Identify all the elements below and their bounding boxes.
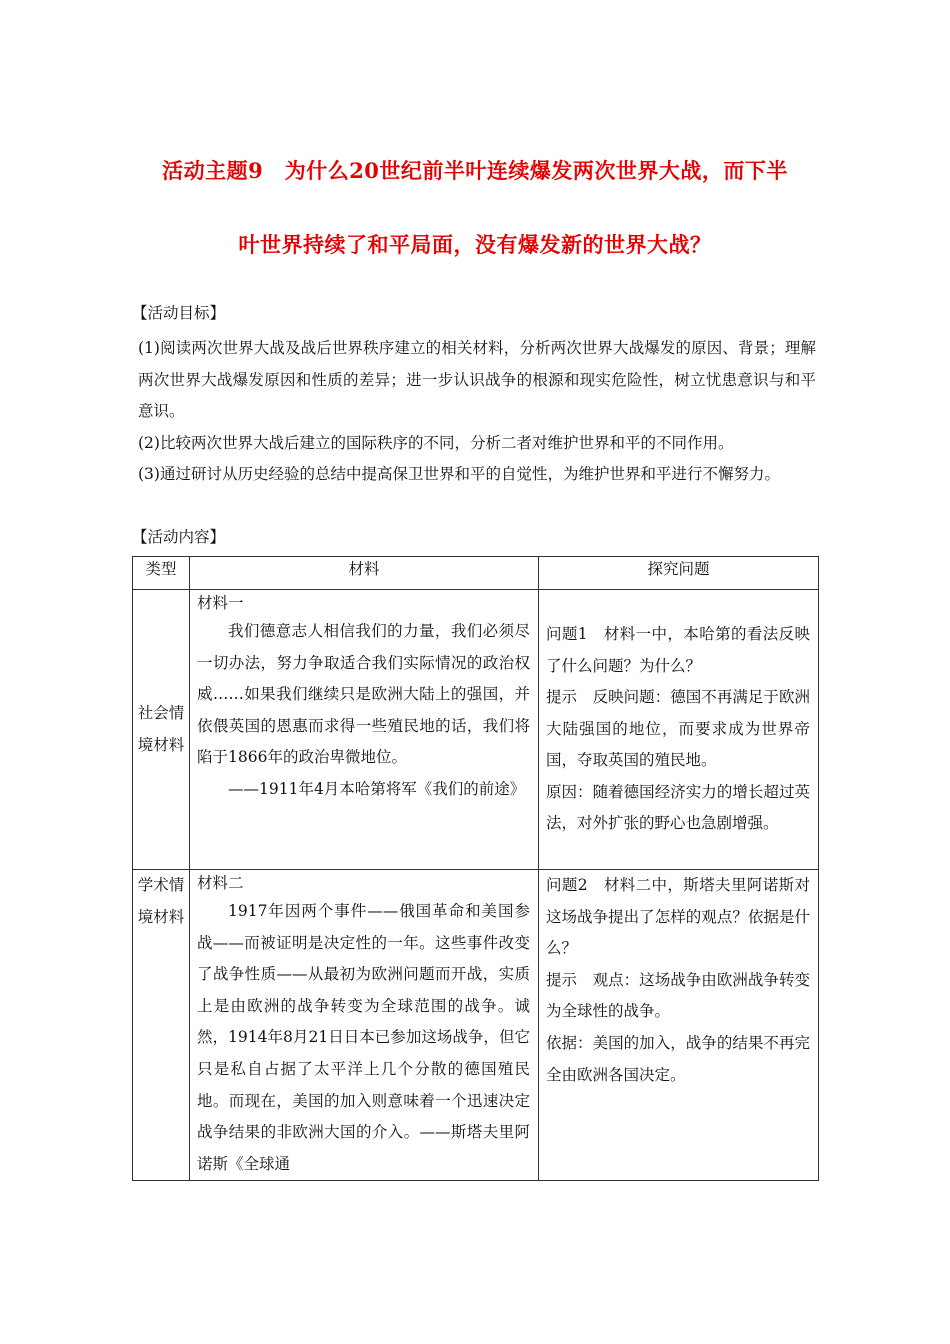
table-row: [133, 870, 819, 1181]
question-text: 问题2 材料二中，斯塔夫里阿诺斯对这场战争提出了怎样的观点？依据是什么？: [546, 876, 810, 958]
answer-hint: 提示 观点：这场战争由欧洲战争转变为全球性的战争。: [546, 970, 810, 1021]
header-material: 材料: [190, 557, 539, 590]
goal-item-1: (1)阅读两次世界大战及战后世界秩序建立的相关材料，分析两次世界大战爆发的原因、背景；理解两次世界大战爆发原因和性质的差异；进一步认识战争的根源和现实危险性，树立忧患意识与和平意识。: [138, 339, 816, 421]
material-cell: [190, 870, 539, 1181]
table-header-row: [133, 557, 819, 590]
activity-content-table: [132, 556, 819, 1181]
answer-basis: 依据：美国的加入，战争的结果不再完全由欧洲各国决定。: [546, 1033, 810, 1084]
row-type: 社会情境材料: [133, 590, 190, 870]
goals-list: [138, 333, 816, 491]
material-label: 材料一: [197, 594, 244, 612]
activity-title-line-2: 叶世界持续了和平局面，没有爆发新的世界大战？: [238, 232, 712, 257]
answer-hint: 提示 反映问题：德国不再满足于欧洲大陆强国的地位，而要求成为世界帝国，夺取英国的殖民地。: [546, 688, 810, 770]
table-row: [133, 590, 819, 870]
material-cell: [190, 590, 539, 870]
header-question: 探究问题: [539, 557, 819, 590]
material-body: 1917年因两个事件——俄国革命和美国参战——而被证明是决定性的一年。这些事件改变了战争性质——从最初为欧洲问题而开战，实质上是由欧洲的战争转变为全球范围的战争。诚然，1914年8月21日日本已参加这场战争，但它只是私自占据了太平洋上几个分散的德国殖民地。而现在，美国的加入则意味着一个迅速决定战争结果的非欧洲大国的介入。——斯塔夫里阿诺斯《全球通: [197, 902, 530, 1173]
goals-heading: 【活动目标】: [132, 304, 226, 322]
question-text: 问题1 材料一中，本哈第的看法反映了什么问题？为什么？: [546, 624, 810, 675]
material-source: ——1911年4月本哈第将军《我们的前途》: [228, 779, 526, 798]
answer-reason: 原因：随着德国经济实力的增长超过英法，对外扩张的野心也急剧增强。: [546, 782, 810, 833]
header-type: 类型: [133, 557, 190, 590]
goal-item-3: (3)通过研讨从历史经验的总结中提高保卫世界和平的自觉性，为维护世界和平进行不懈努力。: [138, 465, 780, 484]
goal-item-2: (2)比较两次世界大战后建立的国际秩序的不同，分析二者对维护世界和平的不同作用。: [138, 433, 734, 452]
material-body: 我们德意志人相信我们的力量，我们必须尽一切办法，努力争取适合我们实际情况的政治权威……如果我们继续只是欧洲大陆上的强国，并依偎英国的恩惠而求得一些殖民地的话，我们将陷于1866年的政治卑微地位。: [197, 622, 530, 767]
row-type: 学术情境材料: [133, 870, 190, 1181]
activity-title-line-1: 活动主题9 为什么20世纪前半叶连续爆发两次世界大战，而下半: [162, 158, 788, 183]
material-label: 材料二: [197, 874, 244, 892]
question-cell: [539, 590, 819, 870]
question-cell: [539, 870, 819, 1181]
content-heading: 【活动内容】: [132, 528, 226, 546]
